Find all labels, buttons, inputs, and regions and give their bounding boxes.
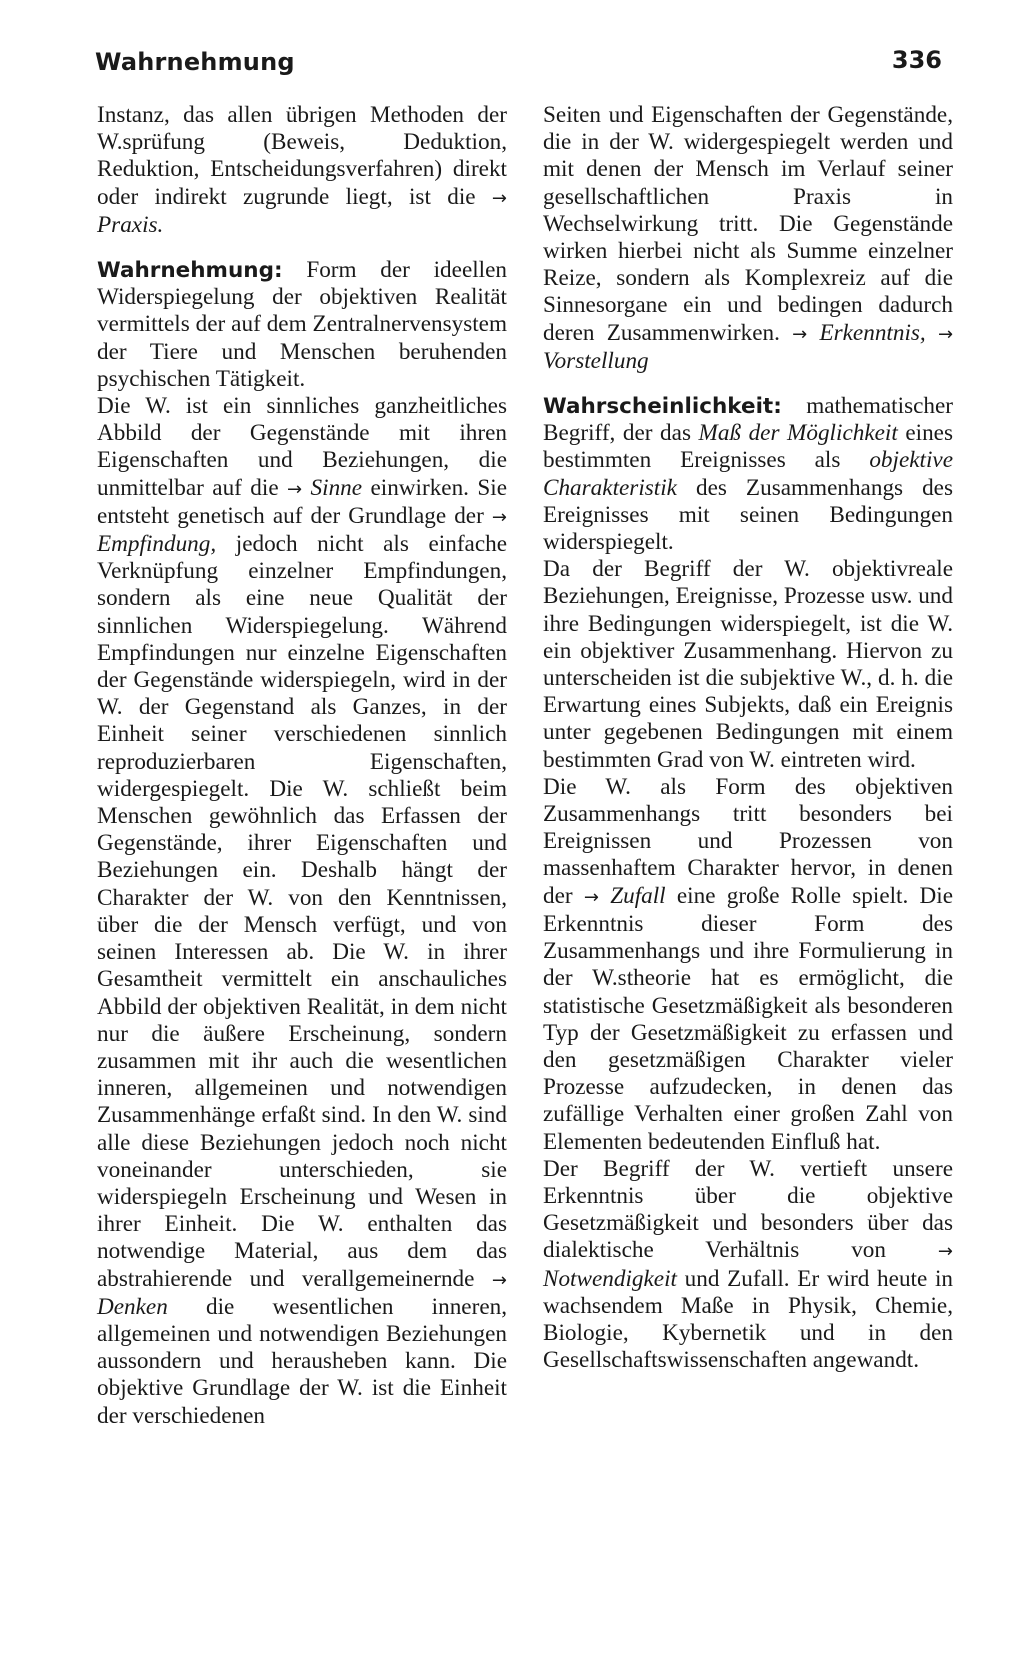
cross-reference-arrow-icon: → [937, 1241, 954, 1263]
entry-wahrscheinlichkeit-paragraph-3 [543, 774, 953, 1156]
entry-wahrnehmung-definition [97, 257, 507, 393]
cross-reference-praxis: Praxis. [97, 211, 164, 238]
paragraph-text: Seiten und Eigenschaften der Gegenstände, die in der W. widergespiegelt werden und mit denen der Mensch im Verlauf seiner gesellschaftlichen Praxis in Wechselwirkung tritt. Die Gegenstände wirken hierbei nicht als Summe einzelner Reize, sondern als Komplexreiz auf die Sinnesorgane ein und bedingen dadurch deren Zusammenwirken. [543, 102, 953, 346]
running-head-title: Wahrnehmung [95, 48, 295, 76]
paragraph-text: und Zufall. Er wird heute in wachsendem Maße in Physik, Chemie, Biologie, Kybernetik und in den Gesellschaftswissenschaften angewandt. [543, 1265, 954, 1374]
page-number: 336 [891, 46, 942, 74]
cross-reference-sinne: Sinne [310, 474, 363, 501]
definition-text: mathematischer Begriff, der das [543, 393, 953, 447]
emphasis-mass-der-moeglichkeit: Maß der Möglichkeit [698, 420, 898, 447]
entry-wahrnehmung-continuation [543, 102, 953, 375]
cross-reference-erkenntnis: Erkenntnis, [819, 319, 926, 346]
cross-reference-arrow-icon: → [287, 478, 303, 500]
paragraph-text: Der Begriff der W. vertieft unsere Erkenntnis über die objektive Gesetzmäßigkeit und besonders über das dialektische Verhältnis von [543, 1155, 953, 1264]
entry-separator [97, 239, 507, 257]
continuation-paragraph [97, 102, 507, 239]
cross-reference-empfindung: Empfindung, [97, 531, 217, 558]
entry-wahrnehmung-paragraph [97, 393, 507, 1430]
cross-reference-denken: Denken [97, 1293, 168, 1320]
paragraph-text: eine große Rolle spielt. Die Erkenntnis dieser Form des Zusammenhangs und ihre Formulierung in der W.stheorie hat es ermöglicht, die statistische Gesetzmäßigkeit als besonderen Typ der Gesetzmäßigkeit zu erfassen und den gesetzmäßigen Charakter vieler Prozesse aufzudecken, in denen das zufällige Verhalten einer großen Zahl von Elementen bedeutenden Einfluß hat. [543, 882, 954, 1155]
definition-text: Form der ideellen Widerspiegelung der objektiven Realität vermittels der auf dem Zentralnervensystem der Tiere und Menschen beruhenden psychischen Tätigkeit. [97, 257, 508, 392]
entry-wahrscheinlichkeit-paragraph-2: Da der Begriff der W. objektivreale Beziehungen, Ereignisse, Prozesse usw. und ihre Bedingungen widerspiegelt, ist die W. ein objektiver Zusammenhang. Hiervon zu unterscheiden ist die subjektive W., d. h. die Erwartung eines Subjekts, daß ein Ereignis unter gegebenen Bedingungen mit einem bestimmten Grad von W. eintreten wird. [543, 556, 953, 773]
cross-reference-zufall: Zufall [610, 882, 666, 909]
emphasis-objektive-charakteristik: objektive Charakteristik [543, 447, 953, 501]
cross-reference-arrow-icon: → [937, 323, 954, 345]
cross-reference-vorstellung: Vorstellung [543, 347, 649, 374]
paragraph-text: einwirken. Sie entsteht genetisch auf der Grundlage der [97, 474, 508, 529]
entry-wahrscheinlichkeit-definition [543, 393, 953, 556]
entry-headword-wahrscheinlichkeit: Wahrscheinlichkeit: [543, 394, 782, 420]
cross-reference-arrow-icon: → [491, 1269, 507, 1291]
paragraph-text: die wesentlichen inneren, allgemeinen und notwendigen Beziehungen aussondern und herausheben kann. Die objektive Grundlage der W. ist die Einheit der verschiedenen [97, 1293, 508, 1429]
definition-text: eines bestimmten Ereignisses als [543, 420, 954, 474]
definition-text: des Zusammenhangs des Ereignisses mit seinen Bedingungen widerspiegelt. [543, 474, 953, 556]
cross-reference-arrow-icon: → [491, 187, 507, 209]
right-column [543, 102, 953, 1374]
entry-wahrscheinlichkeit-paragraph-4 [543, 1156, 953, 1375]
left-column [97, 102, 507, 1430]
entry-headword-wahrnehmung: Wahrnehmung: [97, 258, 283, 284]
entry-separator [543, 375, 953, 393]
cross-reference-notwendigkeit: Notwendigkeit [543, 1265, 677, 1292]
paragraph-text: Die W. ist ein sinnliches ganzheitliches Abbild der Gegenstände mit ihren Eigenschaften und Beziehungen, die unmittelbar auf die [97, 393, 507, 501]
paragraph-text: Die W. als Form des objektiven Zusammenhangs tritt besonders bei Ereignissen und Prozessen von massenhaftem Charakter hervor, in denen der [543, 773, 953, 909]
cross-reference-arrow-icon: → [792, 323, 808, 345]
paragraph-text: jedoch nicht als einfache Verknüpfung einzelner Empfindungen, sondern als eine neue Qualität der sinnlichen Widerspiegelung. Während Empfindungen nur einzelne Eigenschaften der Gegenstände widerspiegeln, wird in der W. der Gegenstand als Ganzes, in der Einheit seiner verschiedenen sinnlich reproduzierbaren Eigenschaften, widergespiegelt. Die W. schließt beim Menschen gewöhnlich das Erfassen der Gegenstände, ihrer Eigenschaften und Beziehungen ein. Deshalb hängt der Charakter der W. von den Kenntnissen, über die der Mensch verfügt, und von seinen Interessen ab. Die W. in ihrer Gesamtheit vermittelt ein anschauliches Abbild der objektiven Realität, in dem nicht nur die äußere Erscheinung, sondern zusammen mit ihr auch die wesentlichen inneren, allgemeinen und notwendigen Zusammenhänge erfaßt sind. In den W. sind alle diese Beziehungen jedoch noch nicht voneinander unterschieden, sie widerspiegeln Erscheinung und Wesen in ihrer Einheit. Die W. enthalten das notwendige Material, aus dem das abstrahierende und verallgemeinernde [97, 531, 508, 1292]
cross-reference-arrow-icon: → [491, 506, 508, 528]
cross-reference-arrow-icon: → [583, 886, 599, 908]
continuation-text: Instanz, das allen übrigen Methoden der W.sprüfung (Beweis, Deduktion, Reduktion, Entscheidungsverfahren) direkt oder indirekt zugrunde liegt, ist die [97, 102, 507, 210]
